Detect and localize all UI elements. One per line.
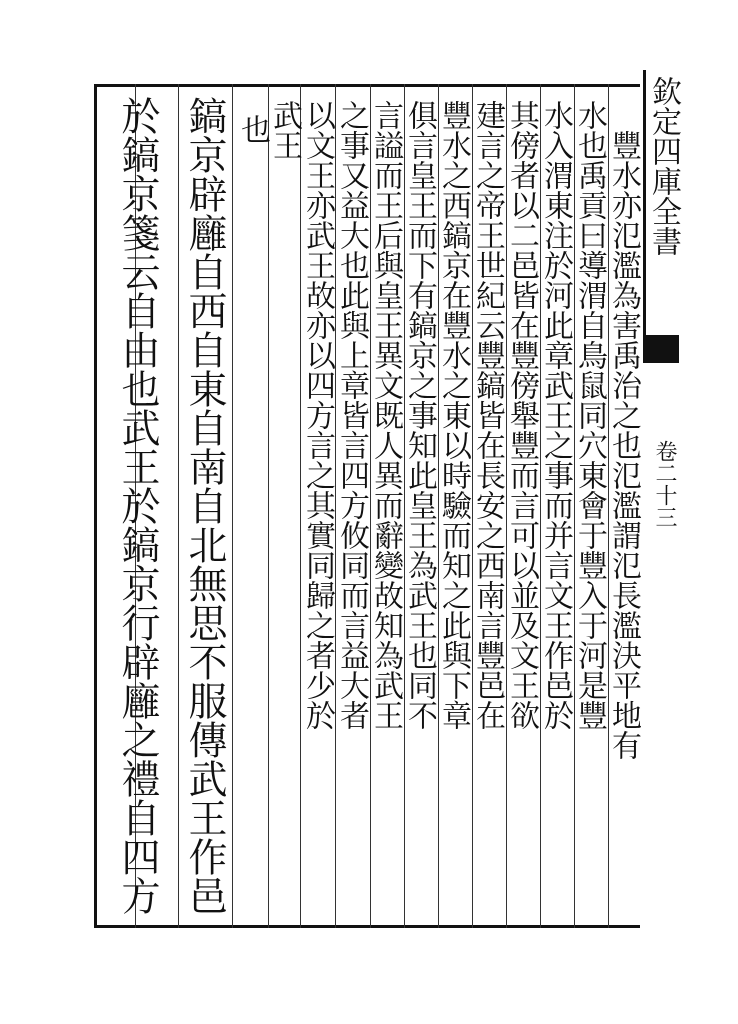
text-column: 以文王亦武王故亦以四方言之其實同歸之者少於	[300, 100, 335, 730]
text-column-main: 鎬京辟廱自西自東自南自北無思不服傳武王作邑	[182, 96, 227, 915]
column-rule	[268, 84, 269, 928]
text-column: 也	[235, 114, 270, 144]
text-column: 建言之帝王世紀云豐鎬皆在長安之西南言豐邑在	[470, 100, 505, 730]
text-column: 水入渭東注於河此章武王之事而并言文王作邑於	[538, 100, 573, 730]
text-column: 豐水亦氾濫為害禹治之也氾濫謂氾長濫決平地有	[606, 130, 641, 760]
margin-fishtail-mark	[643, 335, 679, 363]
text-column: 武王	[267, 100, 302, 160]
book-title: 欽定四庫全書	[646, 76, 681, 256]
text-column: 其傍者以二邑皆在豐傍舉豐而言可以並及文王欲	[504, 100, 539, 730]
text-column: 豐水之西鎬京在豐水之東以時驗而知之此與下章	[436, 100, 471, 730]
column-rule	[178, 84, 179, 928]
text-column: 言謚而王后與皇王異文既人異而辭變故知為武王	[368, 100, 403, 730]
volume-label: 卷二十三	[652, 440, 677, 528]
text-column: 水也禹貢曰導渭自鳥鼠同穴東會于豐入于河是豐	[572, 100, 607, 730]
margin-title-slip	[643, 70, 682, 360]
column-rule	[232, 84, 233, 928]
text-column: 之事又益大也此與上章皆言四方攸同而言益大者	[334, 100, 369, 730]
text-column-main: 於鎬京箋云自由也武王於鎬京行辟廱之禮自四方	[115, 96, 160, 915]
text-column: 俱言皇王而下有鎬京之事知此皇王為武王也同不	[402, 100, 437, 730]
